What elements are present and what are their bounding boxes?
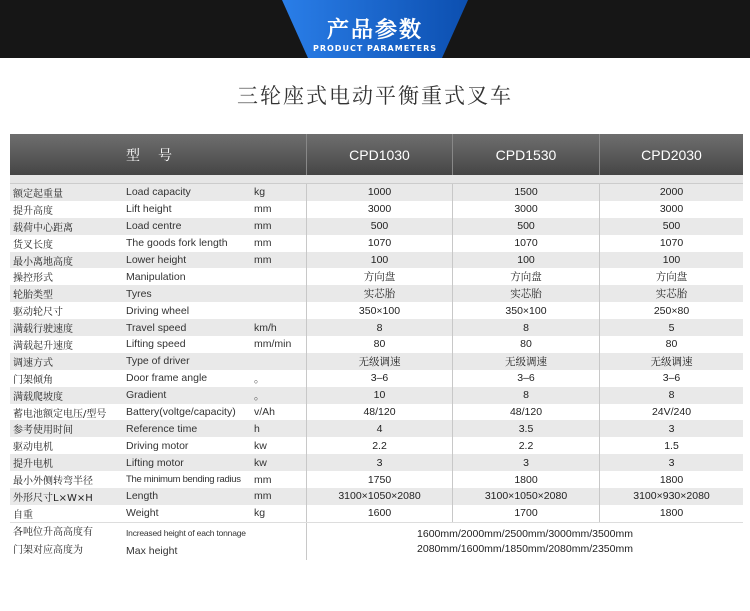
row-unit: mm: [254, 237, 272, 250]
row-label-en: Lifting motor: [126, 456, 184, 469]
row-value-model-1: 1000: [306, 184, 452, 201]
row-label-cn: 轮胎类型: [13, 290, 53, 302]
row-value-model-3: 100: [599, 252, 743, 269]
height-values-1: 1600mm/2000mm/2500mm/3000mm/3500mm: [417, 527, 633, 540]
row-unit: mm: [254, 473, 272, 486]
row-label-en: The minimum bending radius: [126, 474, 241, 486]
row-value-model-3: 实芯胎: [599, 285, 743, 302]
table-row: [10, 336, 743, 353]
table-row: [10, 471, 743, 488]
row-value-model-1: 10: [306, 387, 452, 404]
table-row: [10, 505, 743, 522]
banner-subtitle: PRODUCT PARAMETERS: [312, 44, 437, 53]
row-label-en: Type of driver: [126, 355, 190, 368]
row-value-model-3: 3000: [599, 201, 743, 218]
row-label-en: Battery(voltge/capacity): [126, 406, 236, 419]
row-value-model-1: 500: [306, 218, 452, 235]
row-value-model-1: 100: [306, 252, 452, 269]
table-body: [10, 184, 743, 522]
row-value-model-2: 实芯胎: [452, 285, 599, 302]
row-label-en: Lower height: [126, 254, 187, 266]
row-value-model-2: 3100×1050×2080: [452, 488, 599, 505]
table-row: [10, 353, 743, 370]
row-value-model-1: 3–6: [306, 370, 452, 387]
row-unit: mm: [254, 220, 272, 233]
row-value-model-3: 8: [599, 387, 743, 404]
row-unit: mm/min: [254, 338, 292, 351]
row-value-model-3: 3: [599, 454, 743, 471]
row-label-en: Lift height: [126, 203, 172, 216]
row-unit: km/h: [254, 321, 277, 334]
row-unit: mm: [254, 254, 272, 266]
row-value-model-1: 80: [306, 336, 452, 353]
row-unit: v/Ah: [254, 406, 276, 419]
row-value-model-3: 1800: [599, 505, 743, 522]
row-label-en: Driving wheel: [126, 304, 190, 317]
header-divider: [10, 175, 743, 184]
row-value-model-2: 48/120: [452, 404, 599, 421]
row-unit: h: [254, 422, 260, 435]
row-value-model-1: 方向盘: [306, 268, 452, 285]
row-value-model-1: 实芯胎: [306, 285, 452, 302]
row-value-model-3: 5: [599, 319, 743, 336]
table-row: [10, 404, 743, 421]
table-row: [10, 184, 743, 201]
row-label-en: Load centre: [126, 220, 182, 233]
row-label-en: Gradient: [126, 389, 167, 402]
banner-title: 产品参数: [326, 18, 423, 43]
row-label-en: Length: [126, 490, 159, 503]
row-value-model-2: 100: [452, 252, 599, 269]
row-value-model-1: 3100×1050×2080: [306, 488, 452, 505]
row-value-model-2: 1800: [452, 471, 599, 488]
row-value-model-3: 2000: [599, 184, 743, 201]
header-banner: [0, 0, 750, 66]
row-value-model-2: 1700: [452, 505, 599, 522]
header-model-label: 型号: [126, 147, 190, 164]
table-row: [10, 252, 743, 269]
table-row: [10, 370, 743, 387]
row-label-cn: 外形尺寸L×W×H: [13, 492, 93, 504]
row-value-model-3: 方向盘: [599, 268, 743, 285]
table-row: [10, 319, 743, 336]
row-label-cn: 自重: [13, 509, 33, 521]
row-label-cn: 载荷中心距离: [13, 222, 73, 234]
row-label-en: Door frame angle: [126, 372, 208, 385]
table-row: [10, 268, 743, 285]
row-value-model-2: 8: [452, 319, 599, 336]
table-row: [10, 285, 743, 302]
row-value-model-2: 方向盘: [452, 268, 599, 285]
row-label-cn: 操控形式: [13, 273, 53, 285]
spec-table: [10, 134, 743, 560]
header-model-1: CPD1030: [306, 134, 452, 175]
row-value-model-1: 1750: [306, 471, 452, 488]
height-label-en-1: Increased height of each tonnage: [126, 527, 246, 538]
row-label-cn: 调速方式: [13, 357, 53, 369]
row-value-model-3: 250×80: [599, 302, 743, 319]
table-row: [10, 218, 743, 235]
row-unit: 。: [254, 389, 265, 402]
row-label-cn: 提升电机: [13, 459, 53, 471]
row-value-model-2: 8: [452, 387, 599, 404]
row-unit: mm: [254, 203, 272, 216]
row-label-cn: 满载起升速度: [13, 340, 73, 352]
row-label-cn: 满载行驶速度: [13, 324, 73, 336]
row-label-en: Lifting speed: [126, 338, 186, 351]
row-value-model-3: 1070: [599, 235, 743, 252]
row-unit: 。: [254, 372, 265, 385]
row-label-en: Driving motor: [126, 439, 189, 452]
row-value-model-2: 1070: [452, 235, 599, 252]
height-label-en-2: Max height: [126, 544, 178, 557]
table-row: [10, 235, 743, 252]
row-value-model-2: 2.2: [452, 437, 599, 454]
row-value-model-1: 2.2: [306, 437, 452, 454]
row-label-cn: 蓄电池额定电压/型号: [13, 408, 107, 420]
table-row-height: [10, 522, 743, 560]
row-label-cn: 最小外侧转弯半径: [13, 476, 93, 488]
height-values-2: 2080mm/1600mm/1850mm/2080mm/2350mm: [417, 542, 633, 555]
height-label-cn-2: 门架对应高度为: [13, 544, 83, 556]
row-label-en: Reference time: [126, 422, 198, 435]
row-value-model-2: 3–6: [452, 370, 599, 387]
row-unit: mm: [254, 490, 272, 503]
row-label-en: Load capacity: [126, 186, 191, 199]
row-value-model-1: 4: [306, 420, 452, 437]
row-value-model-3: 500: [599, 218, 743, 235]
table-header: [10, 134, 743, 175]
row-value-model-1: 1070: [306, 235, 452, 252]
row-label-en: Tyres: [126, 287, 152, 300]
row-value-model-1: 无级调速: [306, 353, 452, 370]
row-value-model-2: 3000: [452, 201, 599, 218]
row-value-model-2: 无级调速: [452, 353, 599, 370]
row-value-model-3: 3100×930×2080: [599, 488, 743, 505]
table-row: [10, 454, 743, 471]
row-label-en: Travel speed: [126, 321, 187, 334]
row-value-model-2: 3: [452, 454, 599, 471]
row-value-model-1: 3: [306, 454, 452, 471]
row-label-cn: 驱动电机: [13, 442, 53, 454]
row-value-model-2: 500: [452, 218, 599, 235]
row-unit: kg: [254, 186, 266, 199]
table-row: [10, 437, 743, 454]
row-value-model-1: 8: [306, 319, 452, 336]
table-row: [10, 387, 743, 404]
row-label-en: Weight: [126, 507, 159, 520]
row-value-model-3: 1800: [599, 471, 743, 488]
row-label-cn: 提升高度: [13, 205, 53, 217]
row-value-model-3: 3: [599, 420, 743, 437]
row-value-model-1: 48/120: [306, 404, 452, 421]
row-value-model-1: 3000: [306, 201, 452, 218]
row-label-en: Manipulation: [126, 270, 186, 283]
row-value-model-1: 350×100: [306, 302, 452, 319]
page-title: 三轮座式电动平衡重式叉车: [237, 84, 513, 108]
row-label-cn: [10, 523, 126, 560]
header-model-3: CPD2030: [599, 134, 743, 175]
row-label-cn: 货叉长度: [13, 239, 53, 251]
row-label-cn: 参考使用时间: [13, 425, 73, 437]
row-value-model-3: 80: [599, 336, 743, 353]
row-value-model-3: 24V/240: [599, 404, 743, 421]
table-row: [10, 488, 743, 505]
row-value-model-2: 80: [452, 336, 599, 353]
row-value-model-2: 3.5: [452, 420, 599, 437]
table-row: [10, 302, 743, 319]
row-label-en: [126, 523, 306, 560]
row-value-model-3: 1.5: [599, 437, 743, 454]
table-row: [10, 201, 743, 218]
row-label-cn: 额定起重量: [13, 188, 63, 200]
row-label-cn: 满载爬坡度: [13, 391, 63, 403]
height-values: [306, 523, 743, 560]
height-label-cn-1: 各吨位升高高度有: [13, 526, 93, 538]
row-label-cn: 驱动轮尺寸: [13, 307, 63, 319]
table-row: [10, 420, 743, 437]
row-value-model-2: 1500: [452, 184, 599, 201]
row-value-model-3: 3–6: [599, 370, 743, 387]
row-value-model-2: 350×100: [452, 302, 599, 319]
row-unit: kw: [254, 456, 267, 469]
row-unit: kw: [254, 439, 267, 452]
row-unit: kg: [254, 507, 266, 520]
row-value-model-3: 无级调速: [599, 353, 743, 370]
row-value-model-1: 1600: [306, 505, 452, 522]
row-label-en: The goods fork length: [126, 237, 228, 250]
header-model-2: CPD1530: [452, 134, 599, 175]
row-label-cn: 门架倾角: [13, 374, 53, 386]
row-label-cn: 最小离地高度: [13, 256, 73, 268]
